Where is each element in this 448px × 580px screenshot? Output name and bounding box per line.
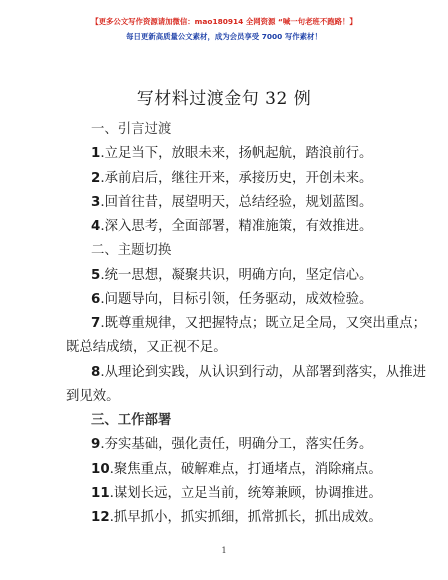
promo-banner-line-2: 每日更新高质量公文素材，成为会员享受 7000 写作素材！ — [126, 32, 322, 41]
list-item-7-continued: 既总结成绩，又正视不足。 — [66, 340, 227, 356]
list-item-1: 1.立足当下，放眼未来，扬帆起航，踏浪前行。 — [91, 146, 373, 162]
list-item-10: 10.聚焦重点，破解难点，打通堵点，消除痛点。 — [91, 461, 382, 477]
list-item-7: 7.既尊重规律，又把握特点；既立足全局，又突出重点； — [91, 316, 426, 331]
list-item-8: 8.从理论到实践，从认识到行动，从部署到落实，从推进 — [91, 364, 426, 380]
list-item-4: 4.深入思考，全面部署，精准施策，有效推进。 — [91, 219, 373, 234]
section-heading-deployment: 三、工作部署 — [91, 412, 172, 428]
list-item-2: 2.承前启后，继往开来，承接历史，开创未来。 — [91, 170, 373, 186]
list-item-6: 6.问题导向，目标引领，任务驱动，成效检验。 — [91, 291, 373, 307]
list-item-8-continued: 到见效。 — [66, 388, 120, 404]
page-number: 1 — [221, 546, 227, 555]
section-heading-topic: 二、主题切换 — [91, 243, 172, 259]
list-item-11: 11.谋划长远，立足当前，统筹兼顾，协调推进。 — [91, 485, 382, 501]
list-item-5: 5.统一思想，凝聚共识，明确方向，坚定信心。 — [91, 267, 373, 283]
list-item-9: 9.夯实基础，强化责任，明确分工，落实任务。 — [91, 437, 373, 453]
section-heading-intro: 一、引言过渡 — [91, 122, 172, 137]
list-item-3: 3.回首往昔，展望明天，总结经验，规划蓝图。 — [91, 194, 373, 210]
document-title: 写材料过渡金句 32 例 — [136, 89, 312, 109]
promo-banner-line-1: 【更多公文写作资源请加微信：mao180914 全网资源 “喊一句老班不跑路！】 — [91, 17, 357, 26]
list-item-12: 12.抓早抓小，抓实抓细，抓常抓长，抓出成效。 — [91, 510, 382, 525]
